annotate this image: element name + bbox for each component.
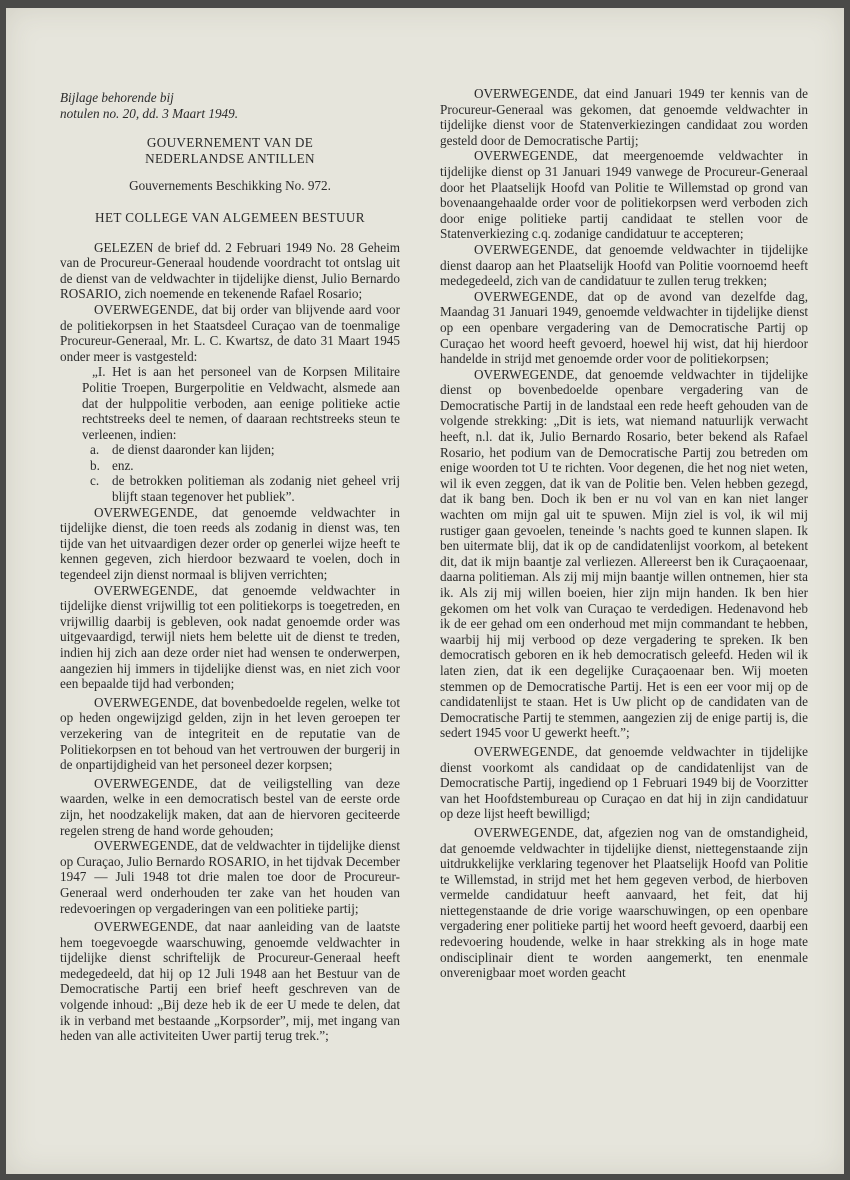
paragraph-gelezen: GELEZEN de brief dd. 2 Februari 1949 No. 28 Geheim van de Procureur-Generaal houdende voordracht tot ontslag uit de dienst van de veldwachter in tijdelijke dienst, Julio Bernardo ROSARIO, zich noemende en tekenende Rafael Rosario;: [60, 239, 400, 302]
paragraph-overwegende: OVERWEGENDE, dat op de avond van dezelfde dag, Maandag 31 Januari 1949, genoemde veldwachter in tijdelijke dienst op een openbare vergadering van de Democratische Partij op Curaçao het woord heeft gevoerd, hoewel hij wist, dat hij hierdoor handelde in strijd met genoemde order voor de politiekorpsen;: [440, 288, 808, 367]
handwritten-annotation: [60, 90, 400, 121]
list-item-text: de dienst daaronder kan lijden;: [112, 442, 275, 458]
decree-number: Gouvernements Beschikking No. 972.: [129, 178, 331, 194]
paragraph-overwegende: OVERWEGENDE, dat genoemde veldwachter in tijdelijke dienst vrijwillig tot een politiekorps is toegetreden, en vrijwillig daarbij is gebleven, ook nadat genoemde order was uitgevaardigd, terwijl niets hem belette uit de dienst te treden, indien hij zich aan deze order niet had wensen te onderwerpen, aangezien hij immers in tijdelijke dienst was, en niet zich voor een bepaalde tijd had verbonden;: [60, 582, 400, 692]
college-heading: HET COLLEGE VAN ALGEMEEN BESTUUR: [95, 209, 365, 225]
paragraph-overwegende: OVERWEGENDE, dat genoemde veldwachter in tijdelijke dienst, die toen reeds als zodanig in dienst was, ten tijde van het uitvaardigen dezer order op generlei wijze heeft te kennen gegeven, zich hierdoor bezwaard te voelen, doch in tegendeel zijn dienst normaal is blijven verrichten;: [60, 504, 400, 583]
paragraph-overwegende: OVERWEGENDE, dat meergenoemde veldwachter in tijdelijke dienst op 31 Januari 1949 vanwege de Procureur-Generaal door het Plaatselijk Hoofd van Politie te Willemstad op grond van bovenaangehaalde order voor de politiekorpsen werd verboden zich door enige politieke partij candidaat te stellen voor de Statenverkiezing c.q. zodanige candidatuur te accepteren;: [440, 148, 808, 242]
list-item: [90, 473, 400, 504]
right-column: [440, 86, 808, 981]
paragraph-speech: OVERWEGENDE, dat genoemde veldwachter in tijdelijke dienst op bovenbedoelde openbare vergadering van de Democratische Partij in de landstaal een rede heeft gehouden van de volgende strekking: „Dit is iets, wat niemand natuurlijk verwacht heeft, n.l. dat ik, Julio Bernardo Rosario, beter bekend als Rafael Rosario, het podium van de Democratische Partij zou betreden om enige woorden tot U te richten. Voor degenen, die het nog niet weten, wil ik even zeggen, dat ik van de Politie ben. Velen hebben gezegd, dat ik bang ben. Doch ik ben er nu vol van en kan niet langer wachten om mijn gal uit te spuwen. Mijn ziel is vol, ik wil mij rustiger gaan gevoelen, teneinde 's nachts goed te kunnen slapen. Ik ben uitermate blij, dat ik op de candidatenlijst voorkom, al betekent dit, dat ik mijn baantje zal verliezen. Allereerst ben ik Curaçaoenaar, daarna politieman. Als zij mij mijn baantje willen ontnemen, hier sta ik. Als zij mij willen boeien, hier zijn mijn handen. Ik ben hier gekomen om het volk van Curaçao te verdedigen. Hedenavond heb ik de eer gehad om een onderhoud met mijn commandant te hebben, waarbij hij mij verbood op deze vergadering te spreken. Ik ben democratisch geboren en ik heb democratisch geleefd. Heden wil ik laten zien, dat ik een degelijke Curaçaoenaar ben. Wij moeten stemmen op de Democratische Partij. Het is een eer voor mij op de candidatenlijst te staan. Het is Uw plicht op de candidaten van de Democratische Partij te stemmen, aangezien zij de enige partij is, die sedert 1945 voor U gewerkt heeft.”;: [440, 366, 808, 741]
list-item-text: de betrokken politieman als zodanig niet geheel vrij blijft staan tegenover het publiek”.: [112, 473, 400, 505]
annotation-line-2: notulen no. 20, dd. 3 Maart 1949.: [60, 105, 239, 121]
list-item-key: a.: [90, 442, 100, 458]
paragraph-overwegende: OVERWEGENDE, dat de veiligstelling van deze waarden, welke in een democratisch bestel van de eerste orde zijn, het noodzakelijk maken, dat aan de hiervoren geciteerde regelen streng de hand worde gehouden;: [60, 775, 400, 838]
paragraph-overwegende: OVERWEGENDE, dat, afgezien nog van de omstandigheid, dat genoemde veldwachter in tijdelijke dienst, niettegenstaande zijn uitdrukkelijke verklaring tegenover het Plaatselijk Hoofd van Politie te Willemstad, in strijd met het hem gegeven verbod, de hierboven vermelde candidatuur heeft aanvaard, het feit, dat hij niettegenstaande de drie vorige waarschuwingen, op een openbare vergadering ener politieke partij het woord heeft gevoerd, daarbij een redevoering houdende, welke in haar strekking als in hoge mate ondisciplinair dient te worden aangemerkt, ten enenmale onverenigbaar moet worden geacht: [440, 824, 808, 981]
document-page: [6, 8, 844, 1174]
list-item: [90, 458, 400, 474]
document-title-line-2: NEDERLANDSE ANTILLEN: [145, 150, 315, 166]
paragraph-overwegende: OVERWEGENDE, dat bij order van blijvende aard voor de politiekorpsen in het Staatsdeel Curaçao van de toenmalige Procureur-Generaal, Mr. L. C. Kwartsz, de dato 31 Maart 1945 onder meer is vastgesteld:: [60, 301, 400, 364]
quoted-order: „I. Het is aan het personeel van de Korpsen Militaire Politie Troepen, Burgerpolitie en Veldwacht, alsmede aan dat der hulppolitie verboden, aan eenige politieke actie rechtstreeks deel te nemen, of daaraan rechtstreeks steun te verleenen, indien:: [82, 364, 400, 442]
list-item-text: enz.: [112, 457, 134, 473]
paragraph-overwegende: OVERWEGENDE, dat bovenbedoelde regelen, welke tot op heden ongewijzigd gelden, zijn in het leven geroepen ter verzekering van de integriteit en de reputatie van de Politiekorpsen en tot behoud van het vertrouwen der burgerij in de onpartijdigheid van het personeel dezer korpsen;: [60, 694, 400, 773]
paragraph-overwegende: OVERWEGENDE, dat genoemde veldwachter in tijdelijke dienst daarop aan het Plaatselijk Hoofd van Politie voornoemd heeft medegedeeld, zich van de candidatuur te zullen terug trekken;: [440, 241, 808, 289]
paragraph-overwegende: OVERWEGENDE, dat naar aanleiding van de laatste hem toegevoegde waarschuwing, genoemde veldwachter in tijdelijke dienst schriftelijk de Procureur-Generaal heeft medegedeeld, dat hij op 12 Juli 1948 aan het Bestuur van de Democratische Partij een brief heeft geschreven van de volgende inhoud: „Bij deze heb ik de eer U mede te delen, dat ik in verband met bestaande „Korpsorder”, mij, met ingang van heden van alle activiteiten Uwer partij terug trek.”;: [60, 919, 400, 1044]
left-column: [60, 90, 400, 1044]
annotation-line-1: Bijlage behorende bij: [60, 90, 174, 105]
paragraph-overwegende: OVERWEGENDE, dat de veldwachter in tijdelijke dienst op Curaçao, Julio Bernardo ROSARIO, in het tijdvak December 1947 — Juli 1948 tot drie malen toe door de Procureur-Generaal werd onderhouden ter zake van het houden van redevoeringen op vergaderingen van een politieke partij;: [60, 838, 400, 916]
paragraph-overwegende: OVERWEGENDE, dat eind Januari 1949 ter kennis van de Procureur-Generaal was gekomen, dat genoemde veldwachter in tijdelijke dienst voor de Statenverkiezingen candidaat zou worden gesteld door de Democratische Partij;: [440, 86, 808, 148]
document-title-line-1: GOUVERNEMENT VAN DE: [146, 135, 314, 151]
list-item-key: b.: [90, 457, 100, 473]
list-item: [90, 442, 400, 458]
list-item-key: c.: [90, 473, 100, 489]
order-conditions-list: [60, 442, 400, 504]
paragraph-overwegende: OVERWEGENDE, dat genoemde veldwachter in tijdelijke dienst voorkomt als candidaat op de candidatenlijst van de Democratische Partij, ingediend op 1 Februari 1949 bij de Voorzitter van het Hoofdstembureau op Curaçao en dat hij in zijn candidatuur op deze lijst heeft bewilligd;: [440, 743, 808, 822]
